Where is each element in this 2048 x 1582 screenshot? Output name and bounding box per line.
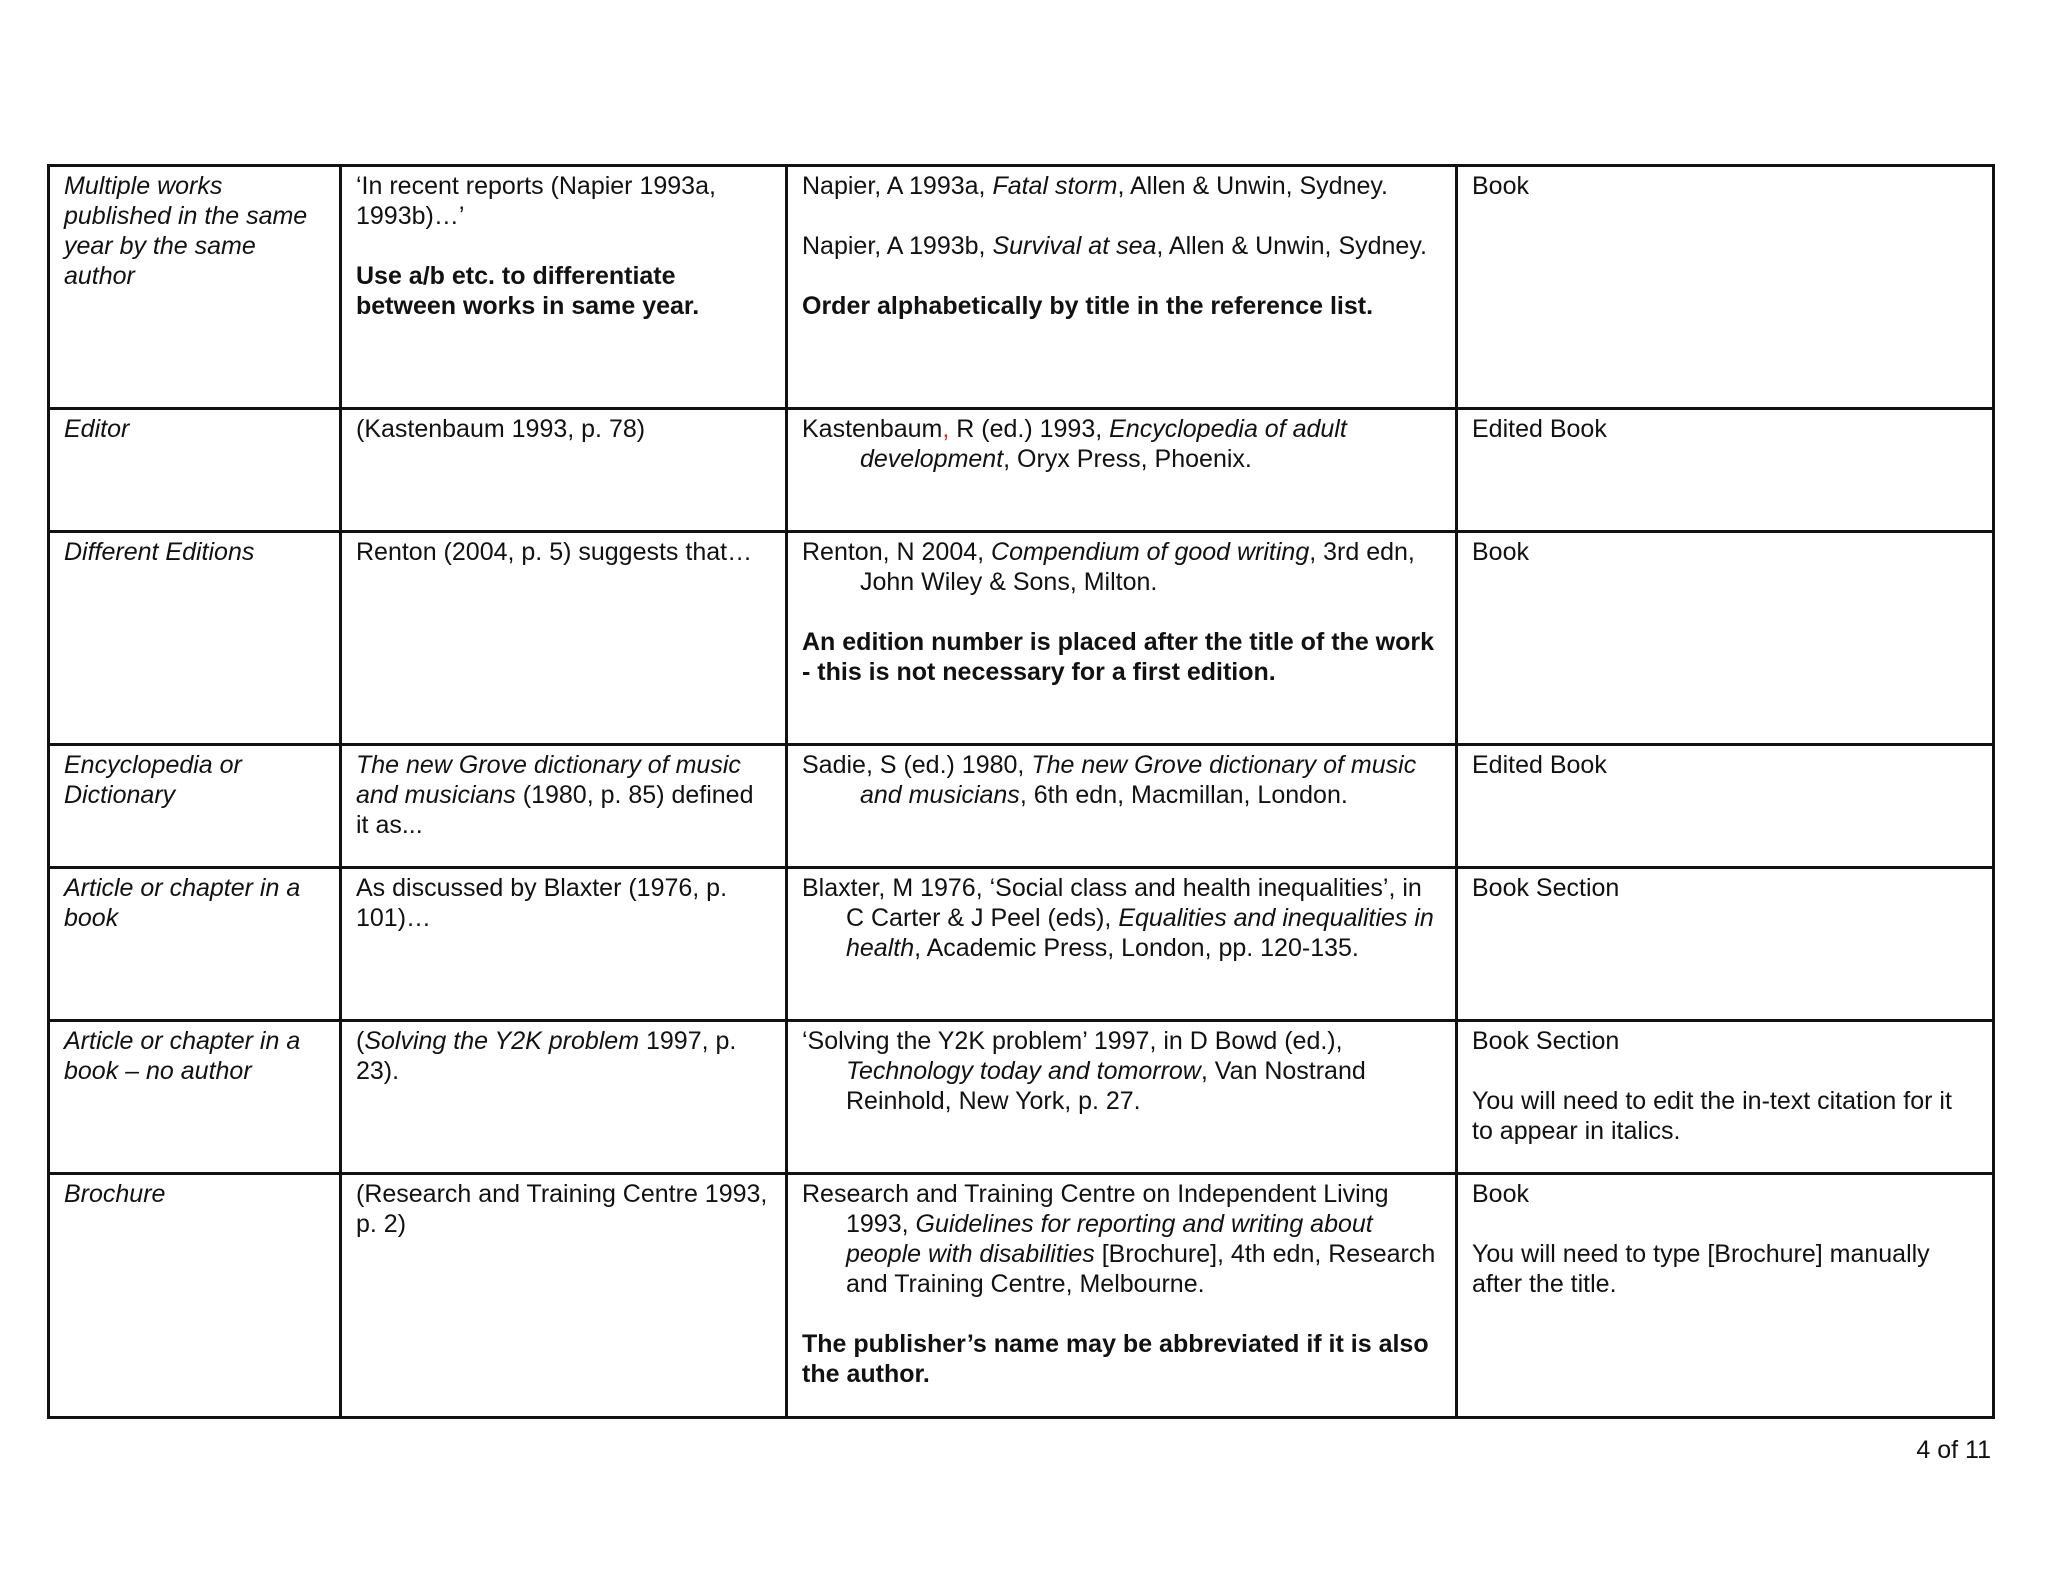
table-row (49, 166, 1994, 409)
reference-entry: Research and Training Centre on Independent Living 1993, Guidelines for reporting and writing about people with disabilities [Brochure], 4th edn, Research and Training Centre, Melbourne. (802, 1180, 1436, 1298)
reference-entry: ‘Solving the Y2K problem’ 1997, in D Bowd (ed.), Technology today and tomorrow, Van Nostrand Reinhold, New York, p. 27. (802, 1027, 1366, 1115)
intext-cell: The new Grove dictionary of music and musicians (1980, p. 85) defined it as... (341, 745, 787, 868)
reference-entry: Napier, A 1993b, Survival at sea, Allen & Unwin, Sydney. (802, 232, 1427, 260)
reference-cell (787, 1174, 1457, 1418)
reference-cell (787, 1021, 1457, 1174)
category-cell: Article or chapter in a book – no author (49, 1021, 341, 1174)
intext-cell: As discussed by Blaxter (1976, p. 101)… (341, 868, 787, 1021)
reference-cell (787, 532, 1457, 745)
intext-cell (341, 166, 787, 409)
intext-cell: (Solving the Y2K problem 1997, p. 23). (341, 1021, 787, 1174)
type-cell (1457, 1174, 1994, 1418)
table-row (49, 745, 1994, 868)
category-cell: Article or chapter in a book (49, 868, 341, 1021)
reference-entry: Blaxter, M 1976, ‘Social class and health inequalities’, in C Carter & J Peel (eds), Equalities and inequalities in health, Academic Press, London, pp. 120-135. (802, 874, 1434, 962)
intext-example: ‘In recent reports (Napier 1993a, 1993b)…’ (356, 172, 716, 230)
type-note: You will need to edit the in-text citation for it to appear in italics. (1472, 1087, 1952, 1145)
intext-cell: (Kastenbaum 1993, p. 78) (341, 409, 787, 532)
page-number: 4 of 11 (1916, 1436, 1991, 1464)
table-row (49, 1174, 1994, 1418)
table-row (49, 1021, 1994, 1174)
intext-note: Use a/b etc. to differentiate between works in same year. (356, 262, 700, 320)
type-note: You will need to type [Brochure] manually after the title. (1472, 1240, 1930, 1298)
reference-entry: Sadie, S (ed.) 1980, The new Grove dictionary of music and musicians, 6th edn, Macmillan, London. (802, 751, 1417, 809)
reference-note: An edition number is placed after the title of the work - this is not necessary for a first edition. (802, 628, 1435, 686)
reference-cell (787, 409, 1457, 532)
reference-note: Order alphabetically by title in the reference list. (802, 292, 1374, 320)
reference-cell (787, 166, 1457, 409)
type-cell: Book Section (1457, 868, 1994, 1021)
reference-cell (787, 868, 1457, 1021)
table-row (49, 532, 1994, 745)
reference-cell (787, 745, 1457, 868)
reference-entry: Napier, A 1993a, Fatal storm, Allen & Unwin, Sydney. (802, 172, 1388, 200)
reference-entry: Kastenbaum, R (ed.) 1993, Encyclopedia of adult development, Oryx Press, Phoenix. (802, 415, 1347, 473)
type-cell (1457, 1021, 1994, 1174)
reference-entry: Renton, N 2004, Compendium of good writing, 3rd edn, John Wiley & Sons, Milton. (802, 538, 1415, 596)
intext-cell: Renton (2004, p. 5) suggests that… (341, 532, 787, 745)
type-label: Book Section (1472, 1027, 1620, 1055)
category-cell: Multiple works published in the same year by the same author (49, 166, 341, 409)
type-cell: Book (1457, 166, 1994, 409)
category-cell: Brochure (49, 1174, 341, 1418)
type-cell: Book (1457, 532, 1994, 745)
category-cell: Encyclopedia or Dictionary (49, 745, 341, 868)
category-cell: Different Editions (49, 532, 341, 745)
type-cell: Edited Book (1457, 745, 1994, 868)
referencing-table (47, 164, 1995, 1419)
category-cell: Editor (49, 409, 341, 532)
type-label: Book (1472, 1180, 1529, 1208)
type-cell: Edited Book (1457, 409, 1994, 532)
table-row (49, 409, 1994, 532)
table-row (49, 868, 1994, 1021)
reference-note: The publisher’s name may be abbreviated if it is also the author. (802, 1330, 1429, 1388)
intext-cell: (Research and Training Centre 1993, p. 2) (341, 1174, 787, 1418)
